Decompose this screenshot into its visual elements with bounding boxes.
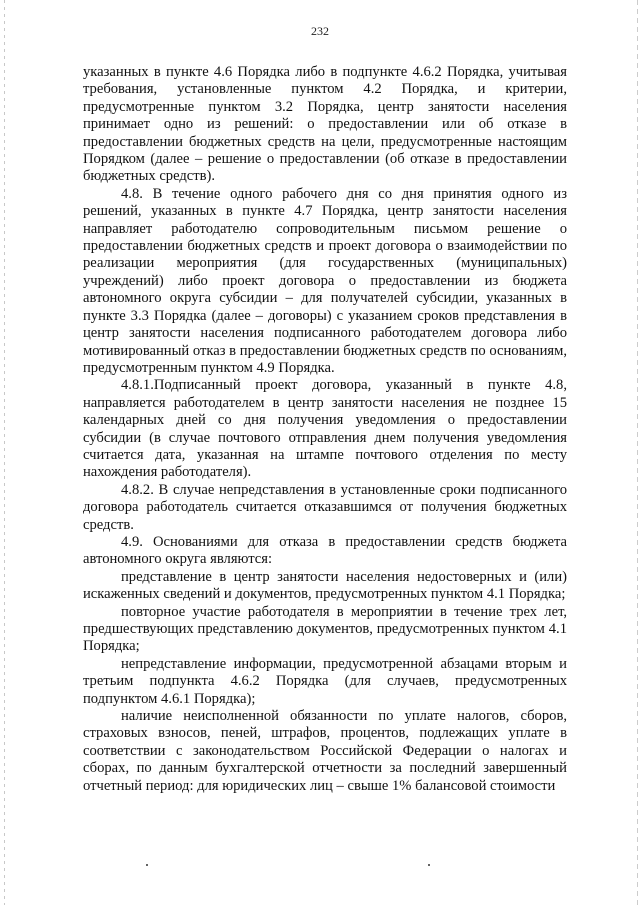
paragraph-ground-4: наличие неисполненной обязанности по уплате налогов, сборов, страховых взносов, пеней, штрафов, процентов, подлежащих уплате в соответствии с законодательством Российской Федерации о налогах и сборах, по данным бухгалтерской отчетности за последний завершенный отчетный период: для юридических лиц – свыше 1% балансовой стоимости bbox=[83, 708, 567, 794]
document-body bbox=[83, 64, 567, 795]
scan-speck bbox=[428, 864, 430, 866]
paragraph-4-9: 4.9. Основаниями для отказа в предоставлении средств бюджета автономного округа являются: bbox=[83, 533, 567, 568]
paragraph-4-8: 4.8. В течение одного рабочего дня со дня принятия одного из решений, указанных в пункте 4.7 Порядка, центр занятости населения направляет работодателю сопроводительным письмом решение о предоставлении бюджетных средств и проект договора о взаимодействии по реализации мероприятия (для государственных (муниципальных) учреждений) либо проект договора о предоставлении из бюджета автономного округа субсидии – для получателей субсидии, указанных в пункте 3.3 Порядка (далее – договоры) с указанием сроков представления в центр занятости населения подписанного работодателем договора либо мотивированный отказ в предоставлении бюджетных средств по основаниям, предусмотренным пунктом 4.9 Порядка. bbox=[83, 185, 567, 376]
paragraph-continuation: указанных в пункте 4.6 Порядка либо в подпункте 4.6.2 Порядка, учитывая требования, установленные пунктом 4.2 Порядка, и критерии, предусмотренные пунктом 3.2 Порядка, центр занятости населения принимает одно из решений: о предоставлении или об отказе в предоставлении бюджетных средств на цели, предусмотренные настоящим Порядком (далее – решение о предоставлении (об отказе в предоставлении бюджетных средств). bbox=[83, 64, 567, 185]
scan-speck bbox=[146, 864, 148, 866]
paragraph-ground-2: повторное участие работодателя в мероприятии в течение трех лет, предшествующих представлению документов, предусмотренных пунктом 4.1 Порядка; bbox=[83, 603, 567, 655]
paragraph-4-8-1: 4.8.1.Подписанный проект договора, указанный в пункте 4.8, направляется работодателем в центр занятости населения не позднее 15 календарных дней со дня получения уведомления о предоставлении субсидии (в случае почтового отправления днем получения уведомления считается дата, указанная на штампе почтового отделения по месту нахождения работодателя). bbox=[83, 377, 567, 481]
paragraph-ground-3: непредставление информации, предусмотренной абзацами вторым и третьим подпункта 4.6.2 Порядка (для случаев, предусмотренных подпунктом 4.6.1 Порядка); bbox=[83, 655, 567, 707]
scan-edge-left bbox=[4, 0, 5, 905]
paragraph-ground-1: представление в центр занятости населения недостоверных и (или) искаженных сведений и документов, предусмотренных пунктом 4.1 Порядка; bbox=[83, 568, 567, 603]
scan-edge-right bbox=[637, 0, 638, 905]
page-number: 232 bbox=[311, 24, 329, 38]
paragraph-4-8-2: 4.8.2. В случае непредставления в установленные сроки подписанного договора работодатель считается отказавшимся от получения бюджетных средств. bbox=[83, 481, 567, 533]
